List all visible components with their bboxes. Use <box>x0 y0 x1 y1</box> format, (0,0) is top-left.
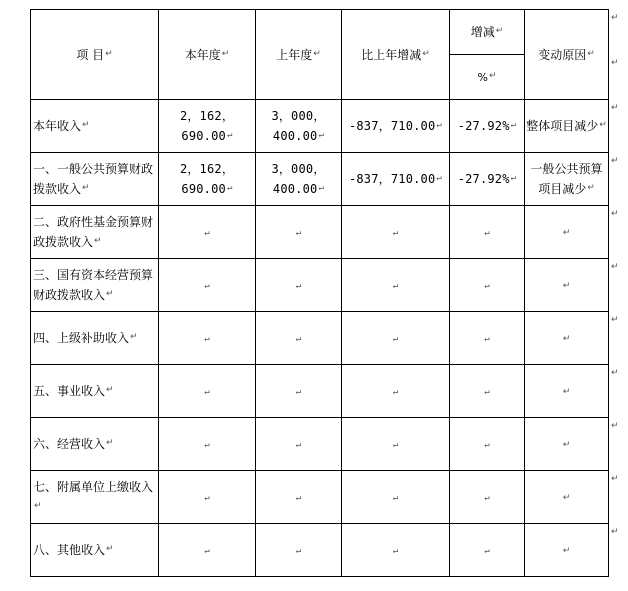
cell-item-text: 七、附属单位上缴收入 <box>33 480 154 494</box>
header-item-cell <box>31 10 159 100</box>
table-row <box>31 206 609 259</box>
row-end-mark-icon: ↵ <box>611 58 619 68</box>
paragraph-mark-icon: ↵ <box>392 440 399 450</box>
cell-reason <box>525 365 609 418</box>
header-change-cell <box>342 10 450 100</box>
cell-reason <box>525 471 609 524</box>
paragraph-mark-icon: ↵ <box>562 387 571 397</box>
cell-this-year <box>159 471 256 524</box>
table-row <box>31 471 609 524</box>
cell-reason <box>525 206 609 259</box>
row-end-mark-icon: ↵ <box>611 368 619 378</box>
paragraph-mark-icon: ↵ <box>221 48 230 59</box>
cell-change-text: -837，710.00 <box>348 172 436 186</box>
cell-change <box>342 100 450 153</box>
paragraph-mark-icon: ↵ <box>484 546 490 556</box>
paragraph-mark-icon: ↵ <box>484 334 490 344</box>
cell-reason-text: 整体项目减少 <box>526 119 599 133</box>
row-end-mark-icon: ↵ <box>611 209 619 219</box>
paragraph-mark-icon: ↵ <box>488 70 497 81</box>
paragraph-mark-icon: ↵ <box>510 120 517 130</box>
paragraph-mark-icon: ↵ <box>562 546 571 556</box>
cell-change-text: -837，710.00 <box>348 119 436 133</box>
header-reason-cell <box>525 10 609 100</box>
paragraph-mark-icon: ↵ <box>204 334 210 344</box>
cell-last-year-text: 3，000，400.00 <box>271 109 326 143</box>
paragraph-mark-icon: ↵ <box>204 493 210 503</box>
cell-item <box>31 312 159 365</box>
paragraph-mark-icon: ↵ <box>295 546 302 556</box>
paragraph-mark-icon: ↵ <box>318 183 325 193</box>
cell-change <box>342 524 450 577</box>
cell-this-year <box>159 100 256 153</box>
paragraph-mark-icon: ↵ <box>484 281 490 291</box>
cell-this-year <box>159 259 256 312</box>
table-row <box>31 524 609 577</box>
cell-item <box>31 206 159 259</box>
paragraph-mark-icon: ↵ <box>422 48 430 59</box>
cell-percent <box>450 312 525 365</box>
cell-this-year <box>159 153 256 206</box>
cell-last-year <box>256 153 342 206</box>
paragraph-mark-icon: ↵ <box>436 173 443 183</box>
paragraph-mark-icon: ↵ <box>562 493 571 503</box>
cell-this-year-text: 2，162，690.00 <box>179 162 235 196</box>
cell-reason <box>525 153 609 206</box>
paragraph-mark-icon: ↵ <box>295 387 302 397</box>
row-end-mark-icon: ↵ <box>611 262 619 272</box>
table-row <box>31 312 609 365</box>
cell-reason <box>525 259 609 312</box>
header-row <box>31 10 609 55</box>
paragraph-mark-icon: ↵ <box>484 493 490 503</box>
paragraph-mark-icon: ↵ <box>484 440 490 450</box>
cell-last-year <box>256 312 342 365</box>
cell-change <box>342 418 450 471</box>
row-end-mark-icon: ↵ <box>611 474 619 484</box>
cell-item <box>31 365 159 418</box>
cell-percent <box>450 365 525 418</box>
cell-last-year <box>256 206 342 259</box>
paragraph-mark-icon: ↵ <box>130 332 138 342</box>
cell-last-year <box>256 524 342 577</box>
paragraph-mark-icon: ↵ <box>204 546 210 556</box>
row-end-mark-icon: ↵ <box>611 156 619 166</box>
paragraph-mark-icon: ↵ <box>295 228 302 238</box>
row-end-mark-icon: ↵ <box>611 103 619 113</box>
row-end-mark-icon: ↵ <box>611 13 619 23</box>
row-end-mark-icon: ↵ <box>611 421 619 431</box>
header-this-year-cell <box>159 10 256 100</box>
paragraph-mark-icon: ↵ <box>295 440 302 450</box>
header-last-year-cell <box>256 10 342 100</box>
header-increase-decrease-cell <box>450 10 525 55</box>
cell-item <box>31 259 159 312</box>
table-row <box>31 100 609 153</box>
cell-this-year <box>159 418 256 471</box>
cell-this-year-text: 2，162，690.00 <box>179 109 235 143</box>
cell-last-year <box>256 100 342 153</box>
cell-change <box>342 365 450 418</box>
paragraph-mark-icon: ↵ <box>484 228 490 238</box>
table-row <box>31 259 609 312</box>
paragraph-mark-icon: ↵ <box>318 130 325 140</box>
header-percent: % <box>477 70 488 84</box>
cell-item-text: 六、经营收入 <box>33 437 106 451</box>
header-percent-cell <box>450 55 525 100</box>
cell-this-year <box>159 524 256 577</box>
row-end-mark-icon: ↵ <box>611 527 619 537</box>
cell-reason <box>525 418 609 471</box>
cell-last-year <box>256 259 342 312</box>
paragraph-mark-icon: ↵ <box>226 183 233 193</box>
cell-change <box>342 259 450 312</box>
paragraph-mark-icon: ↵ <box>562 334 571 344</box>
cell-last-year <box>256 365 342 418</box>
paragraph-mark-icon: ↵ <box>295 281 302 291</box>
paragraph-mark-icon: ↵ <box>562 228 571 238</box>
paragraph-mark-icon: ↵ <box>392 546 399 556</box>
header-reason: 变动原因 <box>538 47 587 62</box>
paragraph-mark-icon: ↵ <box>106 544 114 554</box>
cell-last-year <box>256 471 342 524</box>
cell-item <box>31 471 159 524</box>
cell-item <box>31 524 159 577</box>
cell-item-text: 八、其他收入 <box>33 543 106 557</box>
paragraph-mark-icon: ↵ <box>392 228 399 238</box>
cell-reason <box>525 100 609 153</box>
paragraph-mark-icon: ↵ <box>204 440 210 450</box>
header-item: 项 目 <box>76 47 105 62</box>
table-row <box>31 418 609 471</box>
paragraph-mark-icon: ↵ <box>436 120 443 130</box>
cell-percent <box>450 100 525 153</box>
row-end-mark-icon: ↵ <box>611 315 619 325</box>
cell-item-text: 四、上级补助收入 <box>33 331 130 345</box>
cell-reason <box>525 524 609 577</box>
cell-this-year <box>159 312 256 365</box>
cell-change <box>342 206 450 259</box>
paragraph-mark-icon: ↵ <box>106 289 114 299</box>
cell-percent <box>450 418 525 471</box>
header-last-year: 上年度 <box>276 47 313 62</box>
cell-item <box>31 100 159 153</box>
cell-change <box>342 471 450 524</box>
cell-last-year <box>256 418 342 471</box>
cell-last-year-text: 3，000，400.00 <box>271 162 326 196</box>
paragraph-mark-icon: ↵ <box>392 493 399 503</box>
income-comparison-table <box>30 9 609 577</box>
cell-this-year <box>159 365 256 418</box>
paragraph-mark-icon: ↵ <box>82 183 90 193</box>
cell-change <box>342 153 450 206</box>
paragraph-mark-icon: ↵ <box>562 281 571 291</box>
table-row <box>31 153 609 206</box>
paragraph-mark-icon: ↵ <box>295 334 302 344</box>
paragraph-mark-icon: ↵ <box>105 48 113 59</box>
paragraph-mark-icon: ↵ <box>226 130 233 140</box>
cell-percent-text: -27.92% <box>457 119 510 133</box>
paragraph-mark-icon: ↵ <box>495 26 504 36</box>
paragraph-mark-icon: ↵ <box>587 183 595 193</box>
paragraph-mark-icon: ↵ <box>34 501 42 511</box>
cell-percent <box>450 524 525 577</box>
cell-item <box>31 418 159 471</box>
header-this-year: 本年度 <box>184 47 221 62</box>
paragraph-mark-icon: ↵ <box>313 48 321 59</box>
header-increase-decrease: 增减 <box>470 25 495 39</box>
paragraph-mark-icon: ↵ <box>392 387 399 397</box>
paragraph-mark-icon: ↵ <box>94 236 102 246</box>
cell-percent <box>450 471 525 524</box>
cell-this-year <box>159 206 256 259</box>
header-change: 比上年增减 <box>361 47 422 62</box>
paragraph-mark-icon: ↵ <box>392 334 399 344</box>
cell-item-text: 三、国有资本经营预算财政拨款收入 <box>33 268 154 302</box>
table-body <box>31 10 609 577</box>
table-row <box>31 365 609 418</box>
cell-item-text: 五、事业收入 <box>33 384 106 398</box>
paragraph-mark-icon: ↵ <box>484 387 490 397</box>
paragraph-mark-icon: ↵ <box>295 493 302 503</box>
paragraph-mark-icon: ↵ <box>392 281 399 291</box>
cell-item <box>31 153 159 206</box>
paragraph-mark-icon: ↵ <box>106 385 114 395</box>
paragraph-mark-icon: ↵ <box>204 228 210 238</box>
cell-change <box>342 312 450 365</box>
cell-item-text: 一、一般公共预算财政拨款收入 <box>33 162 154 196</box>
cell-reason <box>525 312 609 365</box>
paragraph-mark-icon: ↵ <box>204 281 210 291</box>
paragraph-mark-icon: ↵ <box>599 120 607 130</box>
paragraph-mark-icon: ↵ <box>587 48 595 59</box>
cell-item-text: 本年收入 <box>33 119 82 133</box>
paragraph-mark-icon: ↵ <box>562 440 571 450</box>
paragraph-mark-icon: ↵ <box>82 120 90 130</box>
cell-percent <box>450 153 525 206</box>
paragraph-mark-icon: ↵ <box>106 438 114 448</box>
cell-item-text: 二、政府性基金预算财政拨款收入 <box>33 215 154 249</box>
paragraph-mark-icon: ↵ <box>510 173 517 183</box>
cell-percent <box>450 206 525 259</box>
cell-percent-text: -27.92% <box>457 172 510 186</box>
cell-percent <box>450 259 525 312</box>
cell-reason-text: 一般公共预算项目减少 <box>530 162 603 196</box>
paragraph-mark-icon: ↵ <box>204 387 210 397</box>
